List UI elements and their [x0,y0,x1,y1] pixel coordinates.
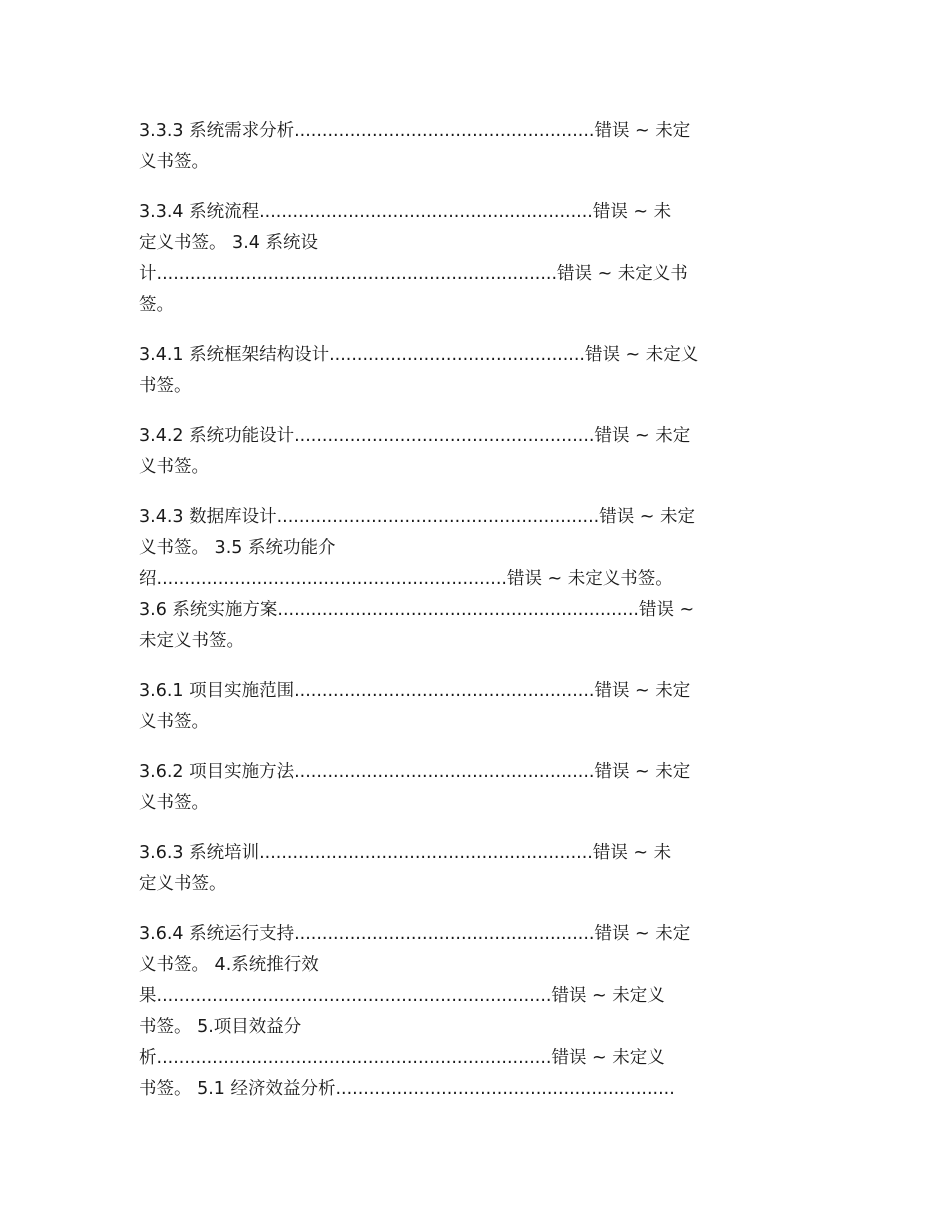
toc-line: 定义书签。 3.4 系统设 [139,233,318,253]
toc-line: 义书签。 [139,152,209,172]
toc-line: 未定义书签。 [139,631,244,651]
toc-line: 3.6.4 系统运行支持......................................................错误 ~ 未定 [139,924,691,944]
toc-line: 义书签。 [139,457,209,477]
toc-line: 签。 [139,295,174,315]
toc-line: 义书签。 3.5 系统功能介 [139,538,336,558]
table-of-contents [139,116,819,1105]
toc-line: 定义书签。 [139,874,227,894]
toc-line: 义书签。 4.系统推行效 [139,955,319,975]
toc-line: 3.4.2 系统功能设计......................................................错误 ~ 未定 [139,426,691,446]
toc-line: 果.......................................................................错误 ~ 未定义 [139,986,665,1006]
toc-line: 3.4.1 系统框架结构设计..............................................错误 ~ 未定义 [139,345,699,365]
toc-line: 绍...............................................................错误 ~ 未定义书签。 [139,569,673,589]
toc-line: 书签。 5.1 经济效益分析............................................................. [139,1079,675,1099]
toc-line: 义书签。 [139,793,209,813]
toc-line: 计........................................................................错误 ~ 未定义书 [139,264,688,284]
toc-line: 3.6.1 项目实施范围......................................................错误 ~ 未定 [139,681,691,701]
toc-line: 3.6 系统实施方案.................................................................错误 ~ [139,600,695,620]
toc-line: 3.6.3 系统培训............................................................错误 ~ 未 [139,843,672,863]
toc-line: 3.3.4 系统流程............................................................错误 ~ 未 [139,202,672,222]
toc-line: 析.......................................................................错误 ~ 未定义 [139,1048,665,1068]
toc-line: 书签。 5.项目效益分 [139,1017,302,1037]
toc-line: 3.6.2 项目实施方法......................................................错误 ~ 未定 [139,762,691,782]
toc-line: 书签。 [139,376,192,396]
toc-line: 3.4.3 数据库设计..........................................................错误 ~ 未定 [139,507,696,527]
toc-line: 3.3.3 系统需求分析......................................................错误 ~ 未定 [139,121,691,141]
toc-line: 义书签。 [139,712,209,732]
